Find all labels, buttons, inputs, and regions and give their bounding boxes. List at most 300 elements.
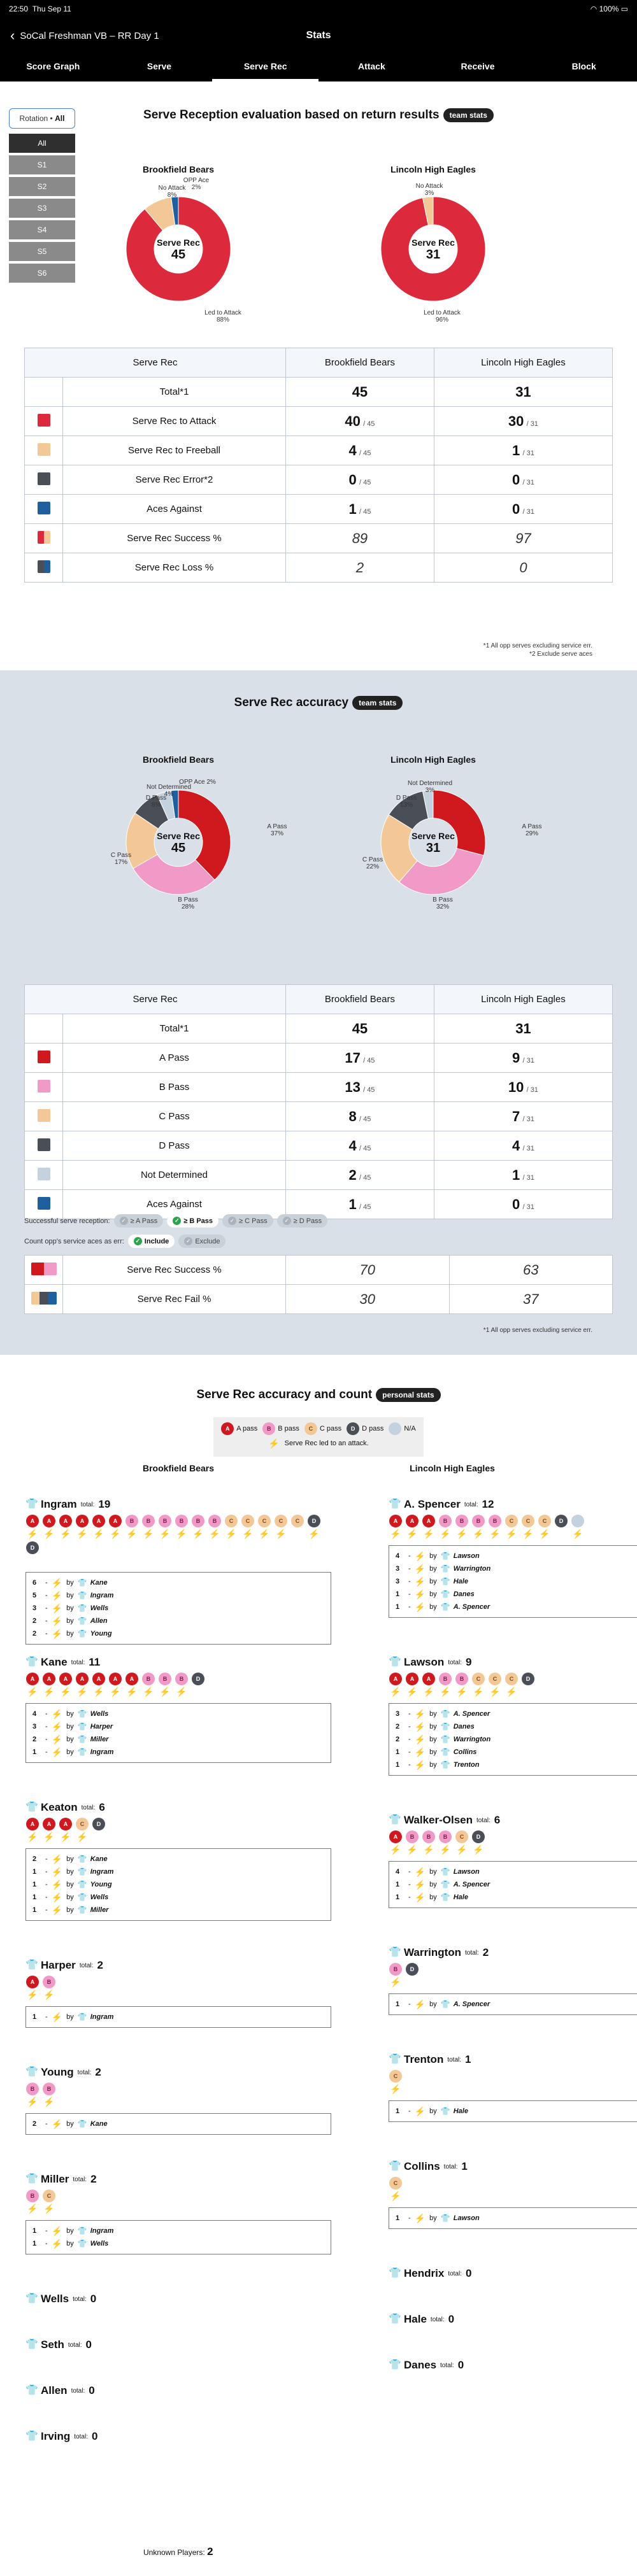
status-time: 22:50 <box>9 4 29 13</box>
pass-c-icon: C <box>505 1515 518 1527</box>
away-donut-center: Serve Rec 31 <box>412 237 455 262</box>
player-name: Allen <box>41 2384 68 2396</box>
player-name: Miller <box>41 2173 69 2185</box>
away-b-pass-label: B Pass 32% <box>433 896 453 910</box>
pass-c-icon: C <box>522 1515 534 1527</box>
jersey-icon: 👕 <box>77 1604 87 1613</box>
bolt-icon: ⚡ <box>60 1687 71 1697</box>
rotation-item-s2[interactable]: S2 <box>9 177 75 196</box>
bolt-icon: ⚡ <box>414 1709 426 1719</box>
player-card <box>389 2267 637 2280</box>
bolt-icon: ⚡ <box>51 1867 63 1877</box>
away-team-name: Lincoln High Eagles <box>390 164 476 174</box>
player-card <box>389 2053 637 2122</box>
setter-row: 2 - ⚡ by 👕 Young <box>32 1629 112 1639</box>
bolt-icon: ⚡ <box>76 1529 88 1539</box>
player-card <box>389 2359 637 2372</box>
pass-b-icon: B <box>439 1830 452 1843</box>
setter-row: 1 - ⚡ by 👕 Hale <box>396 2106 468 2116</box>
setter-row: 3 - ⚡ by 👕 A. Spencer <box>396 1709 490 1719</box>
player-name-row: 👕 Lawson total: 9 <box>389 1656 472 1668</box>
row-label: B Pass <box>63 1073 286 1102</box>
tab-attack[interactable]: Attack <box>357 61 385 71</box>
tab-serve-rec[interactable]: Serve Rec <box>212 53 318 81</box>
top-bar <box>0 18 637 53</box>
home-value: 2 <box>355 559 364 576</box>
color-swatch <box>38 1080 50 1093</box>
bolt-icon: ⚡ <box>440 1687 451 1697</box>
away-value: 31 <box>515 383 531 400</box>
bolt-icon: ⚡ <box>192 1529 204 1539</box>
rotation-item-s3[interactable]: S3 <box>9 199 75 218</box>
bolt-icon: ⚡ <box>456 1687 468 1697</box>
jersey-icon: 👕 <box>440 1760 450 1769</box>
setter-row: 4 - ⚡ by 👕 Lawson <box>396 1867 480 1877</box>
player-name-row: 👕 Harper total: 2 <box>25 1959 103 1971</box>
away-value: 30 <box>508 413 524 429</box>
bolt-icon: ⚡ <box>60 1529 71 1539</box>
rotation-item-s4[interactable]: S4 <box>9 220 75 239</box>
color-swatch <box>38 531 50 544</box>
player-name-row: 👕 Kane total: 11 <box>25 1656 101 1668</box>
rotation-item-s1[interactable]: S1 <box>9 155 75 174</box>
setter-list <box>25 1572 331 1645</box>
pass-b-icon: B <box>175 1673 188 1685</box>
unknown-players: Unknown Players: 2 <box>143 2545 213 2558</box>
bolt-icon: ⚡ <box>506 1687 517 1697</box>
setter-row: 1 - ⚡ by 👕 Trenton <box>396 1760 480 1770</box>
setter-row: 1 - ⚡ by 👕 Ingram <box>32 2012 114 2022</box>
pass-b-icon: B <box>439 1515 452 1527</box>
table-row: Aces Against 1 / 45 0 / 31 <box>25 1190 613 1219</box>
away-c-pass-label: C Pass 22% <box>362 856 383 870</box>
evaluation-footnote: *1 All opp serves excluding service err. *2 Exclude serve aces <box>483 642 592 658</box>
bolt-icon: ⚡ <box>51 2012 63 2022</box>
player-name-row: 👕 Collins total: 1 <box>389 2160 468 2172</box>
player-total: 2 <box>482 1946 489 1958</box>
rotation-item-all[interactable]: All <box>9 134 75 153</box>
setter-row: 1 - ⚡ by 👕 Wells <box>32 2239 109 2249</box>
row-label: Total*1 <box>63 1014 286 1044</box>
player-name: Danes <box>404 2359 437 2371</box>
bolt-icon: ⚡ <box>27 2097 38 2107</box>
jersey-icon: 👕 <box>440 1867 450 1876</box>
jersey-icon: 👕 <box>389 2360 401 2370</box>
player-name: Ingram <box>41 1498 77 1510</box>
bolt-icon: ⚡ <box>414 1867 426 1877</box>
bolt-icon: ⚡ <box>390 1529 401 1539</box>
ace-error-label: Count opp's service aces as err: <box>24 1237 124 1245</box>
player-name-row: 👕 Keaton total: 6 <box>25 1801 105 1813</box>
table-row: Serve Rec to Attack 40 / 45 30 / 31 <box>25 407 613 436</box>
tab-receive[interactable]: Receive <box>461 61 495 71</box>
setter-row: 1 - ⚡ by 👕 Danes <box>396 1589 475 1599</box>
away-accuracy-center: Serve Rec 31 <box>412 831 455 855</box>
setter-list <box>389 1861 637 1908</box>
bolt-icon: ⚡ <box>93 1687 104 1697</box>
serve-rec-evaluation-section <box>0 81 637 670</box>
pass-b-icon: B <box>26 2083 39 2095</box>
player-card <box>389 1946 637 2015</box>
jersey-icon: 👕 <box>77 2013 87 2021</box>
pass-b-icon: B <box>142 1673 155 1685</box>
bolt-icon: ⚡ <box>414 1564 426 1574</box>
check-icon: ✓ <box>228 1217 236 1225</box>
home-value: 4 <box>348 1137 357 1154</box>
pass-b-icon: B <box>43 2083 55 2095</box>
bolt-icon: ⚡ <box>390 2191 401 2201</box>
personal-heading: Serve Rec accuracy and count personal stats <box>0 1388 637 1402</box>
pass-b-icon: B <box>159 1515 171 1527</box>
bolt-icon: ⚡ <box>51 1578 63 1588</box>
jersey-icon: 👕 <box>440 2107 450 2116</box>
pass-b-icon: B <box>389 1963 402 1976</box>
setter-row: 1 - ⚡ by 👕 A. Spencer <box>396 1602 490 1612</box>
table-row <box>25 1256 613 1285</box>
player-name-row: 👕 Hale total: 0 <box>389 2313 455 2325</box>
bolt-icon: ⚡ <box>414 1734 426 1744</box>
setter-list <box>389 1545 637 1618</box>
pass-b-icon: B <box>208 1515 221 1527</box>
player-card <box>25 1801 331 1921</box>
rotation-dropdown[interactable]: Rotation • All <box>9 108 75 129</box>
bolt-icon: ⚡ <box>440 1529 451 1539</box>
tab-score-graph[interactable]: Score Graph <box>26 61 80 71</box>
back-icon[interactable]: ‹ <box>10 27 15 43</box>
player-total: 0 <box>465 2267 472 2279</box>
bolt-icon: ⚡ <box>572 1529 583 1539</box>
away-no-attack-label: No Attack 3% <box>415 183 443 197</box>
table-header-away: Lincoln High Eagles <box>434 348 612 378</box>
bolt-icon: ⚡ <box>473 1844 484 1855</box>
pass-a-icon: A <box>76 1515 89 1527</box>
chip-success_chips-3[interactable]: ✓ ≥ D Pass <box>277 1214 328 1228</box>
row-label: Serve Rec to Attack <box>63 407 286 436</box>
d-pass-legend-icon: D <box>347 1422 359 1435</box>
player-total: 1 <box>461 2160 468 2172</box>
setter-list <box>25 2113 331 2135</box>
player-name-row: 👕 Danes total: 0 <box>389 2359 464 2371</box>
setter-row: 1 - ⚡ by 👕 Lawson <box>396 2213 480 2223</box>
table-row <box>25 553 613 583</box>
jersey-icon: 👕 <box>25 2293 38 2304</box>
player-card <box>25 2066 331 2135</box>
color-swatch <box>38 443 50 456</box>
chip-ace_chips-0[interactable]: ✓ Include <box>128 1235 175 1248</box>
player-name: Walker-Olsen <box>404 1814 473 1826</box>
bolt-icon: ⚡ <box>423 1529 434 1539</box>
bolt-icon: ⚡ <box>414 1576 426 1587</box>
away-value: 1 <box>512 442 520 458</box>
bolt-icon: ⚡ <box>51 1734 63 1744</box>
bolt-icon: ⚡ <box>242 1529 254 1539</box>
table-row: D Pass 4 / 45 4 / 31 <box>25 1131 613 1161</box>
bolt-icon: ⚡ <box>110 1687 121 1697</box>
bolt-icon: ⚡ <box>539 1529 550 1539</box>
pass-b-icon: B <box>43 1976 55 1988</box>
bolt-icon: ⚡ <box>143 1687 154 1697</box>
chip-success_chips-2[interactable]: ✓ ≥ C Pass <box>222 1214 273 1228</box>
pass-c-icon: C <box>389 2070 402 2083</box>
player-total: 19 <box>98 1498 111 1510</box>
player-total: 0 <box>90 2293 97 2305</box>
setter-row: 2 - ⚡ by 👕 Miller <box>32 1734 109 1744</box>
accuracy-table <box>24 984 613 1219</box>
rotation-item-s6[interactable]: S6 <box>9 264 75 283</box>
bolt-icon: ⚡ <box>406 1844 418 1855</box>
jersey-icon: 👕 <box>25 2174 38 2184</box>
bolt-icon: ⚡ <box>43 1832 55 1842</box>
jersey-icon: 👕 <box>440 1590 450 1599</box>
jersey-icon: 👕 <box>440 1735 450 1744</box>
bolt-icon: ⚡ <box>51 1709 63 1719</box>
table-row: Serve Rec Error*2 0 / 45 0 / 31 <box>25 465 613 495</box>
jersey-icon: 👕 <box>389 2268 401 2279</box>
chip-success_chips-1[interactable]: ✓ ≥ B Pass <box>167 1214 218 1228</box>
player-name: Seth <box>41 2339 64 2351</box>
jersey-icon: 👕 <box>389 1499 401 1510</box>
away-led-to-attack-label: Led to Attack 96% <box>424 309 461 323</box>
page-title: Stats <box>306 30 331 41</box>
bolt-icon: ⚡ <box>414 1551 426 1561</box>
pass-a-icon: A <box>26 1976 39 1988</box>
wifi-icon: ◠ <box>590 4 598 13</box>
bolt-icon: ⚡ <box>60 1832 71 1842</box>
check-icon: ✓ <box>184 1237 192 1245</box>
bolt-icon: ⚡ <box>27 1990 38 2000</box>
ace-error-row <box>24 1235 225 1248</box>
table-row <box>25 378 613 407</box>
bolt-icon: ⚡ <box>51 2239 63 2249</box>
jersey-icon: 👕 <box>389 1947 401 1958</box>
setter-row: 1 - ⚡ by 👕 A. Spencer <box>396 1879 490 1890</box>
jersey-icon: 👕 <box>440 2000 450 2009</box>
bolt-icon: ⚡ <box>51 1629 63 1639</box>
player-name: Kane <box>41 1656 68 1668</box>
player-name-row: 👕 Irving total: 0 <box>25 2430 98 2442</box>
pass-a-icon: A <box>26 1673 39 1685</box>
pass-d-icon: D <box>308 1515 320 1527</box>
home-value: 30 <box>359 1291 375 1307</box>
pass-b-icon: B <box>406 1830 419 1843</box>
pass-a-icon: A <box>422 1673 435 1685</box>
player-total: 0 <box>448 2313 455 2325</box>
player-total: 2 <box>90 2173 97 2185</box>
chip-success_chips-0[interactable]: ✓ ≥ A Pass <box>114 1214 164 1228</box>
table-row: Aces Against 1 / 45 0 / 31 <box>25 495 613 524</box>
pass-b-icon: B <box>192 1515 204 1527</box>
player-total: 6 <box>99 1801 105 1813</box>
pass-d-icon: D <box>522 1673 534 1685</box>
rotation-item-s5[interactable]: S5 <box>9 242 75 261</box>
player-name: Harper <box>41 1959 76 1971</box>
row-label: Serve Rec Loss % <box>63 553 286 583</box>
bolt-icon: ⚡ <box>414 1999 426 2009</box>
jersey-icon: 👕 <box>77 1722 87 1731</box>
setter-row: 1 - ⚡ by 👕 Ingram <box>32 1867 114 1877</box>
bolt-icon: ⚡ <box>456 1844 468 1855</box>
bolt-icon: ⚡ <box>414 1602 426 1612</box>
a-pass-legend-icon: A <box>221 1422 234 1435</box>
setter-list <box>389 1993 637 2015</box>
pass-a-icon: A <box>59 1818 72 1830</box>
away-value: 0 <box>512 471 520 488</box>
bolt-icon: ⚡ <box>43 2097 55 2107</box>
chip-ace_chips-1[interactable]: ✓ Exclude <box>178 1235 225 1248</box>
pass-d-icon: D <box>555 1515 568 1527</box>
pass-a-icon: A <box>406 1673 419 1685</box>
jersey-icon: 👕 <box>25 1802 38 1813</box>
jersey-icon: 👕 <box>25 2339 38 2350</box>
pass-b-icon: B <box>159 1673 171 1685</box>
pass-a-icon: A <box>76 1673 89 1685</box>
bolt-icon: ⚡ <box>423 1844 434 1855</box>
status-date: Thu Sep 11 <box>32 4 71 13</box>
bolt-icon: ⚡ <box>110 1529 121 1539</box>
setter-list <box>389 2100 637 2122</box>
player-card <box>25 1498 331 1645</box>
player-name: Hendrix <box>404 2267 445 2279</box>
setter-list <box>25 1703 331 1763</box>
bolt-icon: ⚡ <box>406 1687 418 1697</box>
jersey-icon: 👕 <box>389 1657 401 1667</box>
bolt-icon: ⚡ <box>51 2119 63 2129</box>
opp-ace-label: OPP Ace 2% <box>183 177 210 191</box>
bolt-icon: ⚡ <box>414 2213 426 2223</box>
bolt-icon: ⚡ <box>93 1529 104 1539</box>
setter-list <box>389 2207 637 2229</box>
d-pass-label: D Pass 8% <box>145 795 167 809</box>
jersey-icon: 👕 <box>389 1815 401 1825</box>
pass-b-icon: B <box>439 1673 452 1685</box>
pass-a-icon: A <box>59 1673 72 1685</box>
table-header-label: Serve Rec <box>25 348 286 378</box>
jersey-icon: 👕 <box>389 2314 401 2325</box>
jersey-icon: 👕 <box>440 1564 450 1573</box>
bolt-icon: ⚡ <box>27 1687 38 1697</box>
pass-a-icon: A <box>109 1673 122 1685</box>
pass-b-icon: B <box>175 1515 188 1527</box>
bolt-icon: ⚡ <box>489 1687 501 1697</box>
bolt-icon: ⚡ <box>51 1616 63 1626</box>
setter-list <box>25 1848 331 1921</box>
bolt-icon: ⚡ <box>414 1589 426 1599</box>
pass-a-icon: A <box>43 1818 55 1830</box>
jersey-icon: 👕 <box>389 2054 401 2065</box>
table-row: A Pass 17 / 45 9 / 31 <box>25 1044 613 1073</box>
table-row: Serve Rec to Freeball 4 / 45 1 / 31 <box>25 436 613 465</box>
setter-row: 5 - ⚡ by 👕 Ingram <box>32 1590 114 1601</box>
setter-row: 1 - ⚡ by 👕 Hale <box>396 1892 468 1902</box>
bolt-icon: ⚡ <box>51 2226 63 2236</box>
bolt-icon: ⚡ <box>51 1603 63 1613</box>
setter-row: 3 - ⚡ by 👕 Harper <box>32 1722 113 1732</box>
setter-row: 1 - ⚡ by 👕 Ingram <box>32 1747 114 1757</box>
row-label: Not Determined <box>63 1161 286 1190</box>
success-table <box>24 1255 613 1314</box>
row-label: A Pass <box>63 1044 286 1073</box>
b-pass-label: B Pass 28% <box>178 896 198 910</box>
rotation-filter <box>9 108 75 285</box>
setter-row: 4 - ⚡ by 👕 Wells <box>32 1709 109 1719</box>
row-label: Total*1 <box>63 378 286 407</box>
tab-serve[interactable]: Serve <box>147 61 172 71</box>
bolt-icon: ⚡ <box>159 1687 171 1697</box>
setter-list <box>25 2220 331 2254</box>
pass-legend: A A pass B B pass C C pass D D pass N/A ⚡ Serve Rec led to an attack. <box>213 1417 424 1457</box>
home-team-name: Brookfield Bears <box>142 754 215 765</box>
c-pass-label: C Pass 17% <box>110 852 132 866</box>
bolt-icon: ⚡ <box>27 1832 38 1842</box>
bolt-icon: ⚡ <box>27 2204 38 2214</box>
success-criteria-row <box>24 1214 327 1228</box>
player-name-row: 👕 Warrington total: 2 <box>389 1946 489 1958</box>
home-value: 89 <box>352 530 368 546</box>
setter-row: 3 - ⚡ by 👕 Hale <box>396 1576 468 1587</box>
serve-rec-accuracy-section <box>0 670 637 1355</box>
jersey-icon: 👕 <box>25 2067 38 2077</box>
jersey-icon: 👕 <box>440 1893 450 1902</box>
player-total: 0 <box>89 2384 95 2396</box>
check-icon: ✓ <box>283 1217 291 1225</box>
color-swatch <box>38 1109 50 1122</box>
player-name: Hale <box>404 2313 427 2325</box>
pass-a-icon: A <box>389 1673 402 1685</box>
color-swatch <box>38 472 50 485</box>
pass-a-icon: A <box>92 1673 105 1685</box>
table-header-away: Lincoln High Eagles <box>434 985 612 1014</box>
home-team-name: Brookfield Bears <box>142 164 215 174</box>
jersey-icon: 👕 <box>440 1722 450 1731</box>
jersey-icon: 👕 <box>440 1709 450 1718</box>
home-value: 0 <box>348 471 357 488</box>
setter-row: 1 - ⚡ by 👕 Collins <box>396 1747 477 1757</box>
table-header-home: Brookfield Bears <box>286 348 434 378</box>
jersey-icon: 👕 <box>25 1499 38 1510</box>
tab-block[interactable]: Block <box>571 61 596 71</box>
jersey-icon: 👕 <box>440 1880 450 1889</box>
c-pass-legend-icon: C <box>304 1422 317 1435</box>
bolt-icon: ⚡ <box>76 1687 88 1697</box>
pass-c-icon: C <box>225 1515 238 1527</box>
pass-b-icon: B <box>142 1515 155 1527</box>
home-value: 45 <box>352 383 368 400</box>
personal-stats-pill: personal stats <box>376 1388 440 1402</box>
color-swatch <box>38 1051 50 1063</box>
pass-d-icon: D <box>26 1541 39 1554</box>
away-team-name: Lincoln High Eagles <box>390 754 476 765</box>
player-card <box>389 1814 637 1908</box>
jersey-icon: 👕 <box>77 2120 87 2128</box>
setter-row: 2 - ⚡ by 👕 Warrington <box>396 1734 491 1744</box>
setter-list <box>389 1703 637 1776</box>
setter-row: 1 - ⚡ by 👕 Miller <box>32 1905 109 1915</box>
color-swatch <box>38 502 50 514</box>
jersey-icon: 👕 <box>440 1748 450 1757</box>
bolt-icon: ⚡ <box>414 2106 426 2116</box>
jersey-icon: 👕 <box>389 2161 401 2172</box>
success-criteria-label: Successful serve reception: <box>24 1217 110 1225</box>
pass-a-icon: A <box>125 1673 138 1685</box>
pass-d-icon: D <box>192 1673 204 1685</box>
table-row: B Pass 13 / 45 10 / 31 <box>25 1073 613 1102</box>
color-swatch <box>38 560 50 573</box>
jersey-icon: 👕 <box>77 1880 87 1889</box>
pass-a-icon: A <box>43 1515 55 1527</box>
pass-a-icon: A <box>43 1673 55 1685</box>
battery-icon: ▭ <box>619 4 628 13</box>
pass-c-icon: C <box>258 1515 271 1527</box>
